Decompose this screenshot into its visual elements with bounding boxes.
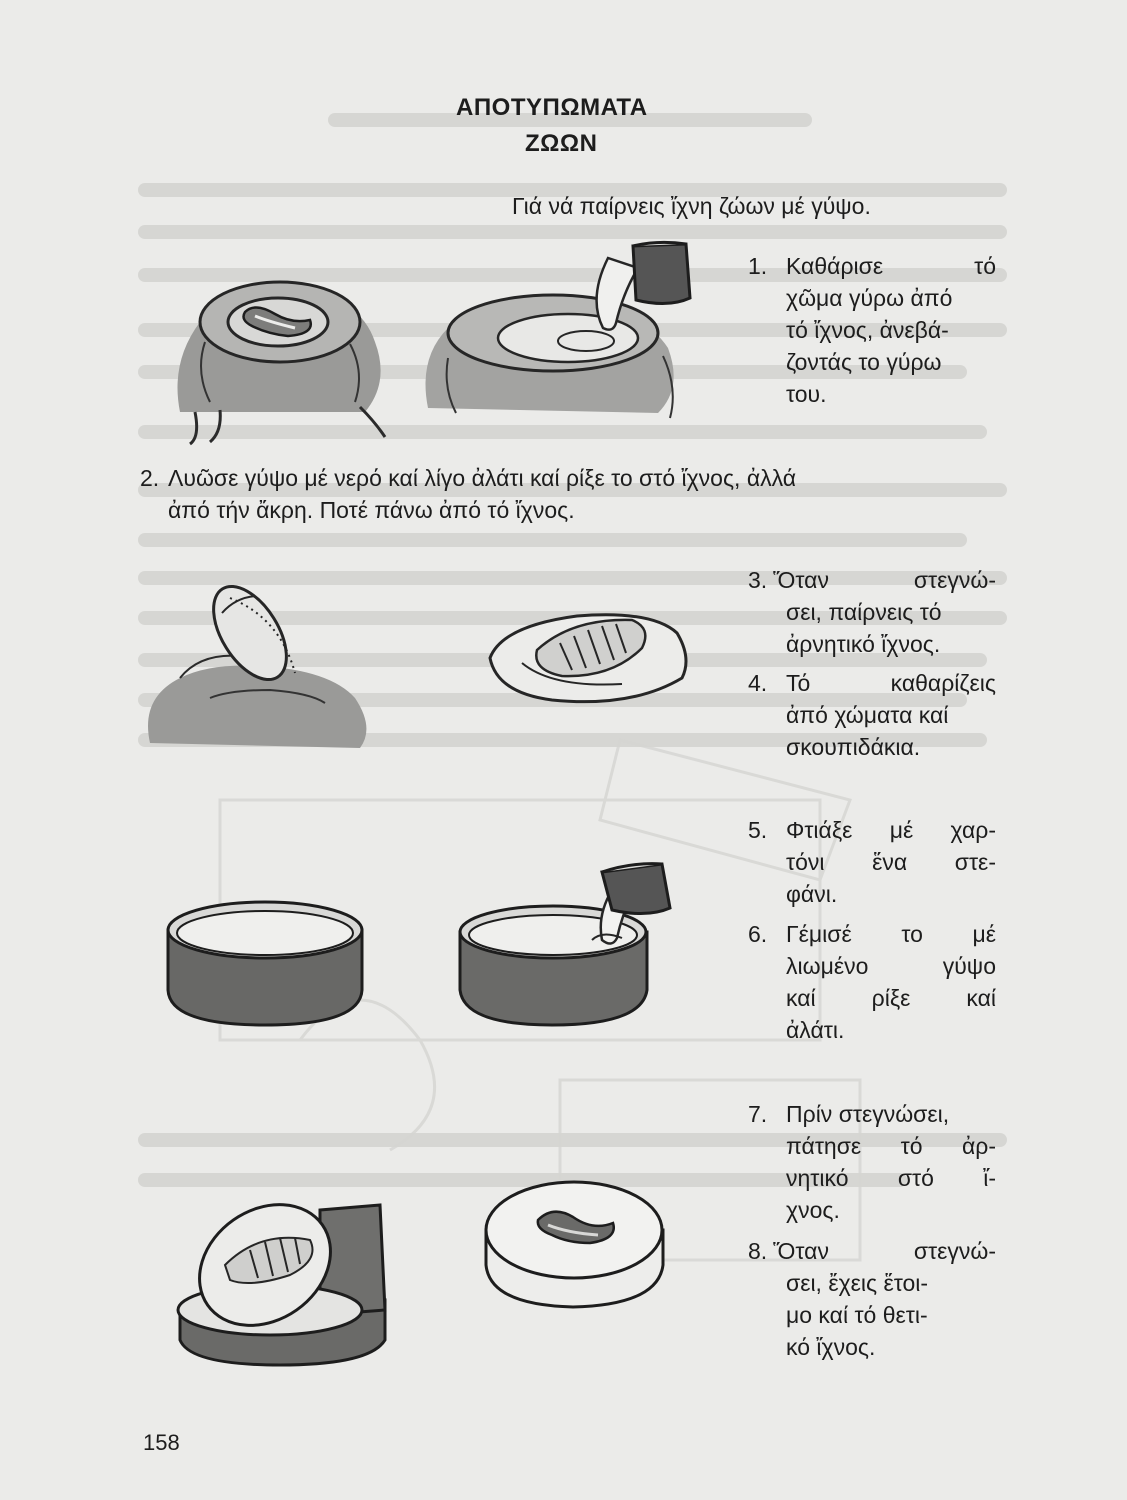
lift-negative-cast-illustration [140, 578, 380, 758]
step-number: 4. [748, 670, 768, 696]
footprint-soil-illustration [160, 262, 400, 447]
step-line: τό ἴχνος, ἀνεβά- [786, 317, 949, 343]
fill-ring-plaster-illustration [452, 860, 682, 1030]
cardboard-ring-illustration [160, 895, 370, 1030]
step-line: ἀπό τήν ἄκρη. Ποτέ πάνω ἀπό τό ἴχνος. [168, 497, 575, 523]
step-number: 7. [748, 1101, 768, 1127]
step-line: κό ἴχνος. [786, 1334, 876, 1360]
step-number: 2. [140, 465, 160, 491]
page-title-line1: ΑΠΟΤΥΠΩΜΑΤΑ [456, 94, 648, 121]
pour-plaster-footprint-illustration [408, 238, 698, 438]
step-line: του. [786, 381, 827, 407]
step-line: ζοντάς το γύρω [786, 349, 942, 375]
page-number: 158 [143, 1430, 180, 1455]
step-line: χνος. [786, 1197, 840, 1223]
step-line: μο καί τό θετι- [786, 1302, 928, 1328]
step-line: φάνι. [786, 881, 838, 907]
intro-text: Γιά νά παίρνεις ἴχνη ζώων μέ γύψο. [512, 193, 871, 219]
negative-cast-clean-illustration [482, 598, 702, 710]
step-line: σει, ἔχεις ἕτοι- [786, 1270, 929, 1296]
step-number: 1. [748, 253, 768, 279]
step-line: Πρίν στεγνώσει, [786, 1101, 950, 1127]
step-line: ἀπό χώματα καί [786, 702, 949, 728]
step-number: 5. [748, 817, 768, 843]
step-number: 8. [748, 1238, 768, 1264]
step-line: χῶμα γύρω ἀπό [786, 285, 953, 311]
step-line: σει, παίρνεις τό [786, 599, 942, 625]
step-line: ἀρνητικό ἴχνος. [786, 631, 941, 657]
step-number: 6. [748, 921, 768, 947]
step-line: ἀλάτι. [786, 1017, 845, 1043]
positive-cast-illustration [478, 1175, 668, 1315]
press-negative-into-ring-illustration [170, 1180, 420, 1370]
step-number: 3. [748, 567, 768, 593]
step-line: Λυῶσε γύψο μέ νερό καί λίγο ἀλάτι καί ρίξε το στό ἴχνος, ἀλλά [168, 465, 797, 491]
page-title-line2: ΖΩΩΝ [525, 130, 598, 157]
step-line: Καθάρισε τό [786, 253, 996, 279]
step-line: σκουπιδάκια. [786, 734, 921, 760]
